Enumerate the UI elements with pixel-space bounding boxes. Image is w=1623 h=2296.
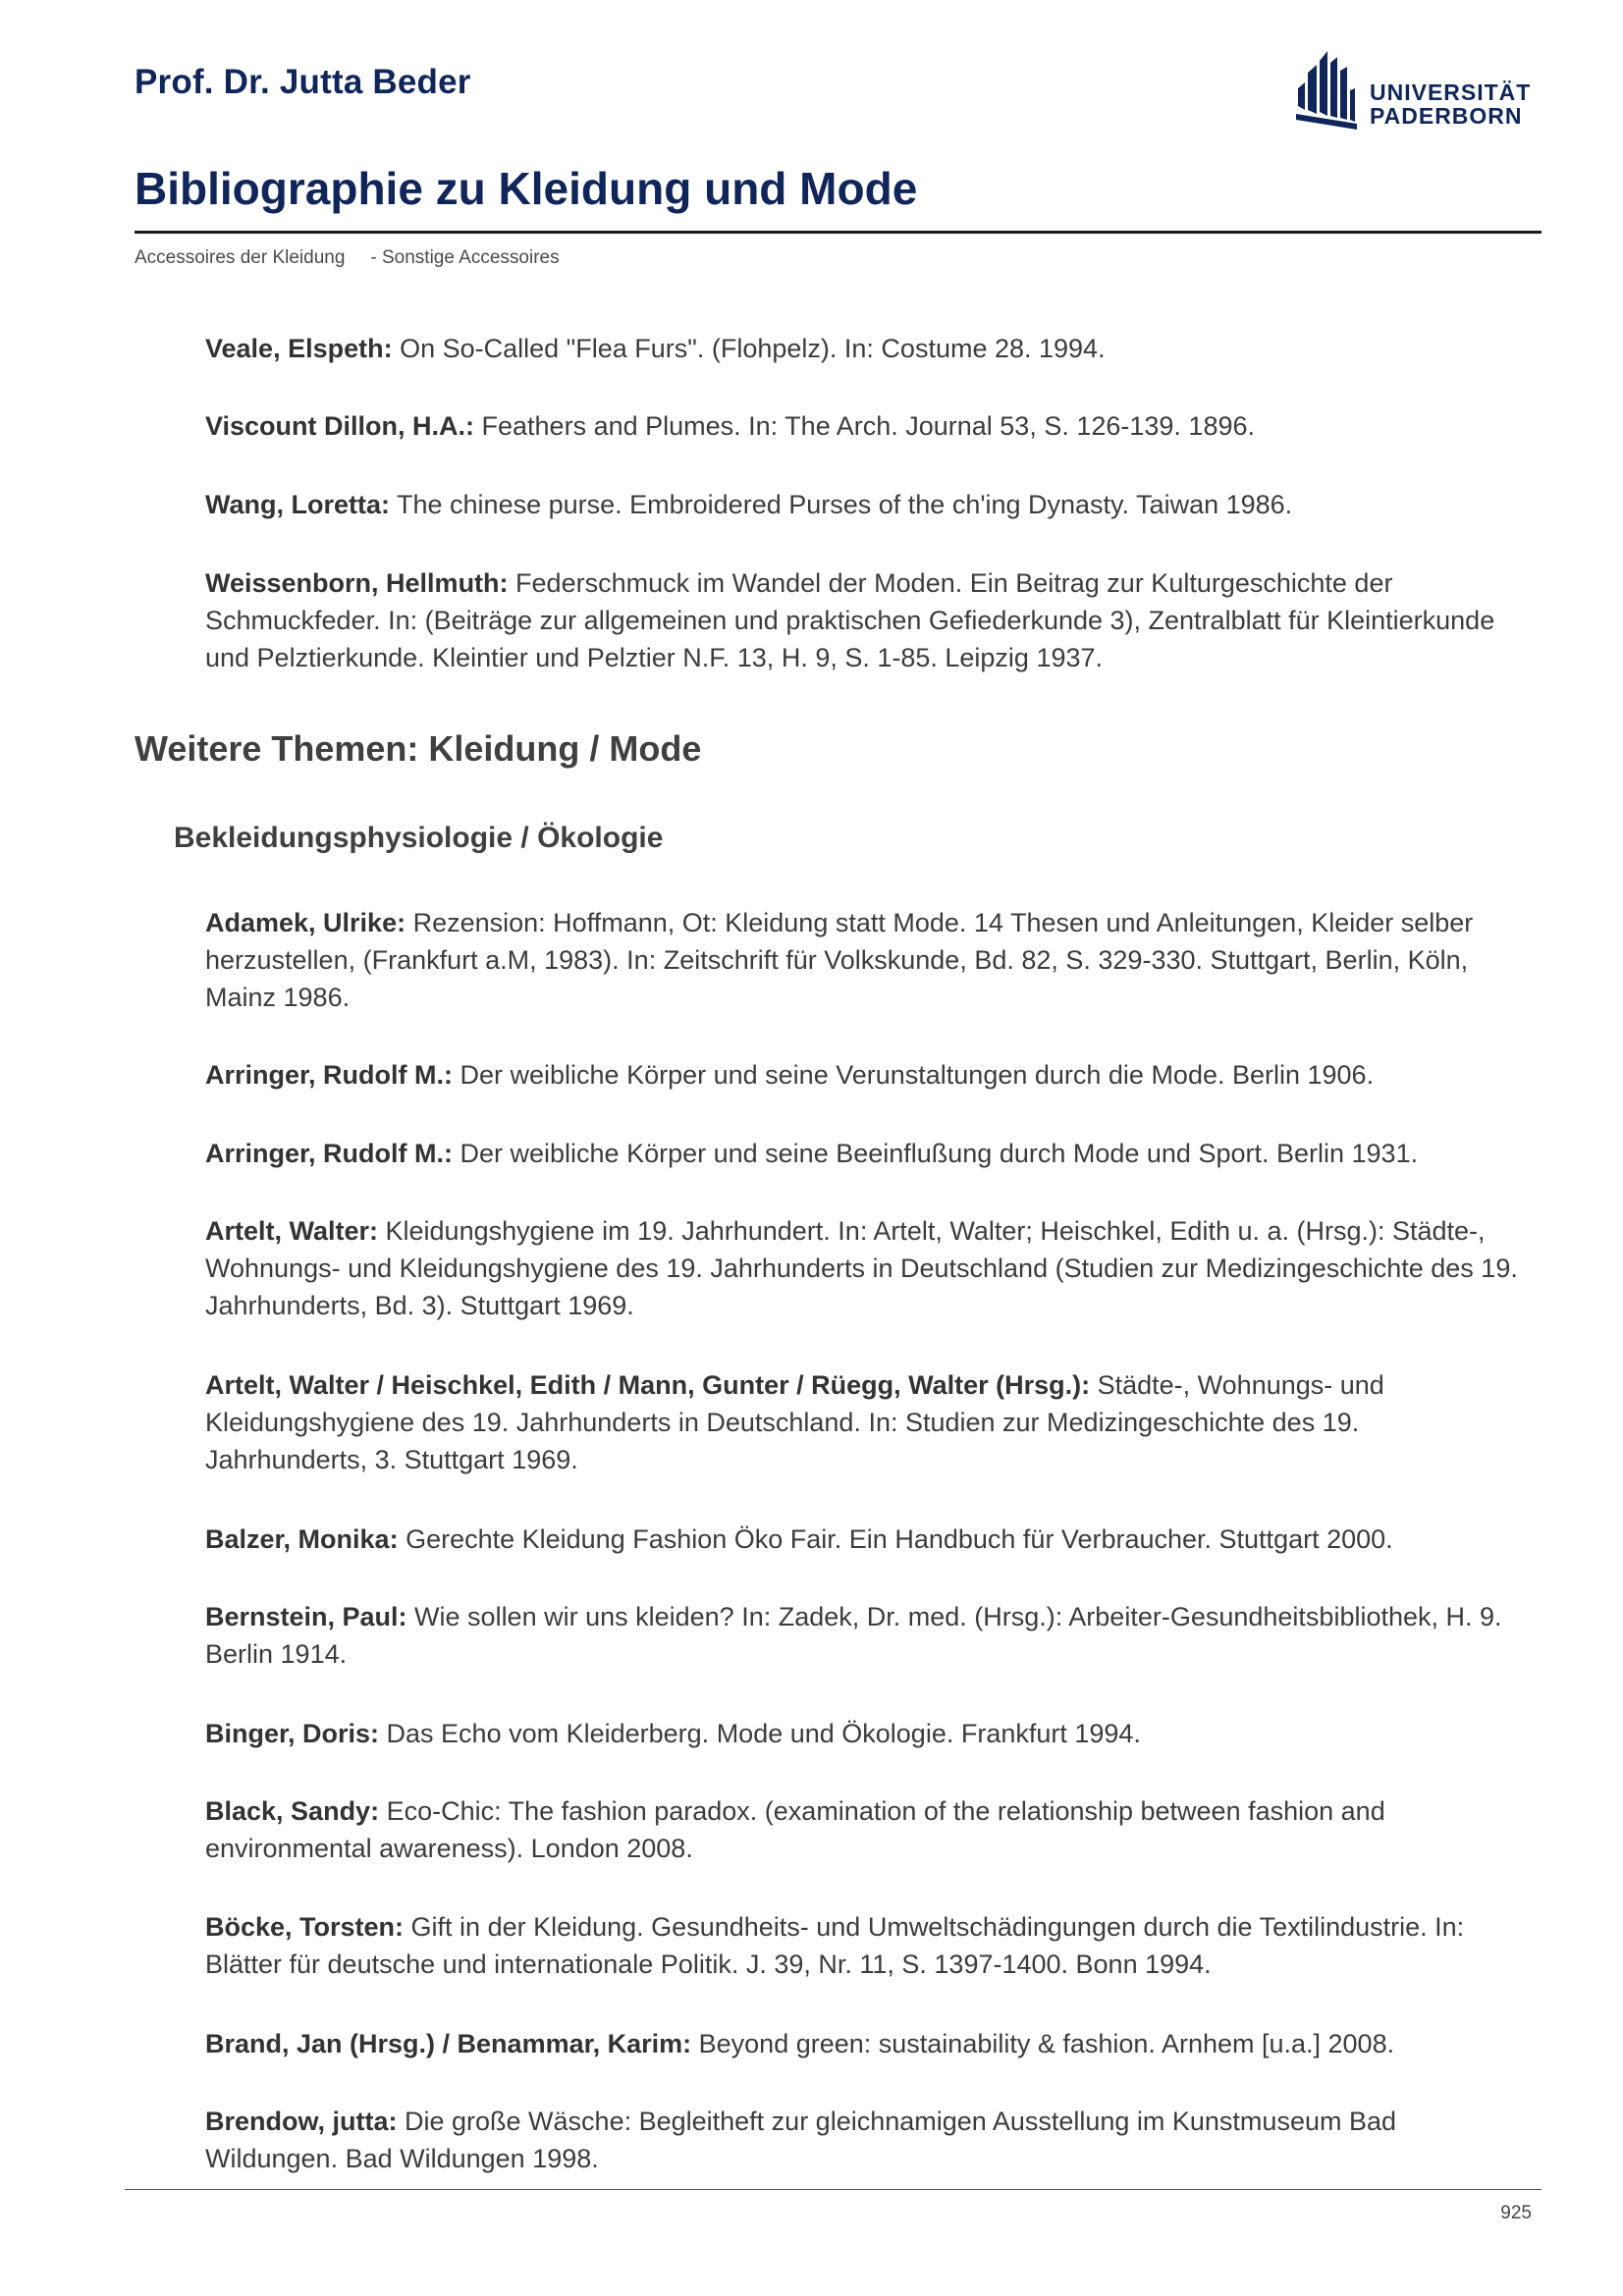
entry-text: Eco-Chic: The fashion paradox. (examination of the relationship between fashion and environmental awareness). London 2008. [205,1796,1385,1863]
bibliography-entry [205,1598,1526,1673]
entry-author: Böcke, Torsten: [205,1912,405,1942]
entry-text: Der weibliche Körper und seine Verunstaltungen durch die Mode. Berlin 1906. [453,1060,1375,1090]
bibliography-entry [205,904,1526,1016]
entry-author: Adamek, Ulrike: [205,908,406,937]
document-title: Bibliographie zu Kleidung und Mode [135,163,918,214]
entry-author: Arringer, Rudolf M.: [205,1139,453,1168]
bibliography-entry [205,1056,1526,1094]
entry-text: On So-Called "Flea Furs". (Flohpelz). In: Costume 28. 1994. [392,334,1106,363]
logo-line-2: PADERBORN [1370,103,1523,129]
bibliography-entry [205,1521,1526,1558]
bibliography-entry [205,564,1526,676]
bibliography-entry [205,1908,1526,1983]
bibliography-entry [205,330,1526,367]
footer-divider [125,2189,1542,2190]
bibliography-entry [205,2103,1526,2177]
author-name: Prof. Dr. Jutta Beder [135,63,471,101]
entry-text: Die große Wäsche: Begleitheft zur gleichnamigen Ausstellung im Kunstmuseum Bad Wildungen. Bad Wildungen 1998. [205,2107,1397,2173]
entry-text: Der weibliche Körper und seine Beeinflußung durch Mode und Sport. Berlin 1931. [453,1139,1419,1168]
entry-author: Black, Sandy: [205,1796,380,1826]
entry-author: Viscount Dillon, H.A.: [205,411,475,441]
title-divider [135,231,1542,234]
entry-author: Arringer, Rudolf M.: [205,1060,453,1090]
entry-author: Wang, Loretta: [205,490,390,519]
entry-text: Das Echo vom Kleiderberg. Mode und Ökologie. Frankfurt 1994. [379,1719,1141,1748]
entry-text: The chinese purse. Embroidered Purses of the ch'ing Dynasty. Taiwan 1986. [390,490,1293,519]
bibliography-entry [205,1792,1526,1867]
bibliography-entry [205,1135,1526,1172]
entry-author: Brand, Jan (Hrsg.) / Benammar, Karim: [205,2029,692,2058]
entry-author: Binger, Doris: [205,1719,380,1748]
page-number: 925 [1500,2203,1532,2223]
entry-text: Beyond green: sustainability & fashion. Arnhem [u.a.] 2008. [691,2029,1395,2058]
entry-text: Gerechte Kleidung Fashion Öko Fair. Ein Handbuch für Verbraucher. Stuttgart 2000. [398,1524,1393,1554]
bibliography-entry [205,1715,1526,1752]
subsection-heading: Bekleidungsphysiologie / Ökologie [174,822,664,854]
bibliography-entry [205,2025,1526,2062]
entry-author: Bernstein, Paul: [205,1602,407,1631]
entry-text: Städte-, Wohnungs- und Kleidungshygiene des 19. Jahrhunderts in Deutschland. In: Studien zur Medizingeschichte des 19. Jahrhunderts, 3. Stuttgart 1969. [205,1370,1384,1474]
university-logo [1294,51,1530,132]
entry-text: Wie sollen wir uns kleiden? In: Zadek, Dr. med. (Hrsg.): Arbeiter-Gesundheitsbibliothek, H. 9. Berlin 1914. [205,1602,1502,1669]
breadcrumb [135,247,560,269]
breadcrumb-category: Accessoires der Kleidung [135,247,346,268]
breadcrumb-subcategory: - Sonstige Accessoires [370,247,560,268]
entry-author: Artelt, Walter: [205,1216,379,1246]
entry-text: Federschmuck im Wandel der Moden. Ein Beitrag zur Kulturgeschichte der Schmuckfeder. In: (Beiträge zur allgemeinen und praktischen Gefiederkunde 3), Zentralblatt für Kleintierkunde und Pelztierkunde. Kleintier und Pelztier N.F. 13, H. 9, S. 1-85. Leipzig 1937. [205,568,1495,672]
logo-wordmark [1370,80,1531,128]
section-heading: Weitere Themen: Kleidung / Mode [135,728,702,769]
entry-text: Feathers and Plumes. In: The Arch. Journal 53, S. 126-139. 1896. [474,411,1255,441]
entry-author: Balzer, Monika: [205,1524,399,1554]
university-emblem-icon [1294,51,1365,132]
entry-text: Rezension: Hoffmann, Ot: Kleidung statt Mode. 14 Thesen und Anleitungen, Kleider selber herzustellen, (Frankfurt a.M, 1983). In: Zeitschrift für Volkskunde, Bd. 82, S. 329-330. Stuttgart, Berlin, Köln, Mainz 1986. [205,908,1474,1012]
entry-author: Brendow, jutta: [205,2107,398,2136]
bibliography-entry [205,1212,1526,1324]
logo-line-1: UNIVERSITÄT [1370,80,1532,105]
entry-author: Veale, Elspeth: [205,334,393,363]
entry-author: Artelt, Walter / Heischkel, Edith / Mann, Gunter / Rüegg, Walter (Hrsg.): [205,1370,1091,1400]
entry-text: Gift in der Kleidung. Gesundheits- und Umweltschädingungen durch die Textilindustrie. In: Blätter für deutsche und internationale Politik. J. 39, Nr. 11, S. 1397-1400. Bonn 1994. [205,1912,1465,1979]
bibliography-entry [205,407,1526,445]
entry-text: Kleidungshygiene im 19. Jahrhundert. In: Artelt, Walter; Heischkel, Edith u. a. (Hrsg.): Städte-, Wohnungs- und Kleidungshygiene des 19. Jahrhunderts in Deutschland (Studien zur Medizingeschichte des 19. Jahrhunderts, Bd. 3). Stuttgart 1969. [205,1216,1518,1320]
entry-author: Weissenborn, Hellmuth: [205,568,509,598]
bibliography-entry [205,1366,1526,1478]
bibliography-entry [205,486,1526,523]
